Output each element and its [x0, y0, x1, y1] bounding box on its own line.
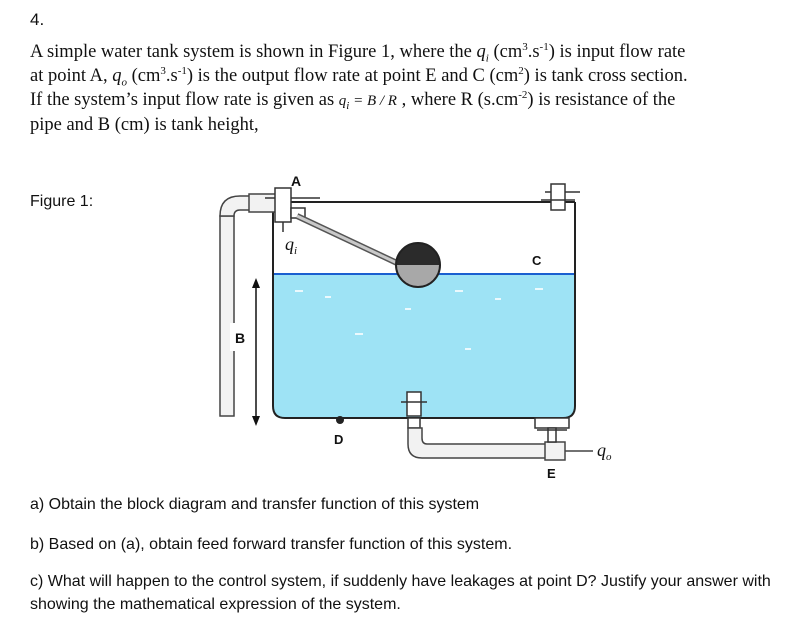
float-ball	[396, 243, 440, 287]
label-c: C	[532, 253, 542, 268]
problem-text-2: at point A,	[30, 66, 113, 86]
outlet-pipe	[408, 428, 593, 460]
qi-symbol: $q_i$	[476, 42, 489, 65]
question-b: b) Based on (a), obtain feed forward transfer function of this system.	[30, 536, 513, 553]
water-tank-diagram	[205, 168, 615, 488]
question-number: 4.	[30, 10, 45, 29]
label-e: E	[547, 466, 556, 481]
question-c: c) What will happen to the control system, if suddenly have leakages at point D? Justify your answer with showing the mathematical expression of the system.	[30, 573, 771, 613]
problem-statement: A simple water tank system is shown in Figure 1, where the $q_i$ $(cm^3.s^{-1})$ is input flow rate at point A, $q_o$ $(cm^3.s^{-1})$ is the output flow rate at point E and C $(cm^2)$ is tank cross section. If the system’s input flow rate is given as $q_i = B / R$ , where R $(s.cm^{-2})$ is resistance of the pipe and B (cm) is tank height,	[30, 40, 688, 135]
label-b: B	[235, 330, 246, 346]
problem-text-1: A simple water tank system is shown in Figure 1, where the	[30, 42, 477, 62]
outlet-valve-e	[535, 418, 569, 442]
standpipe	[220, 194, 281, 416]
problem-text-7: pipe and B (cm) is tank height,	[30, 115, 259, 135]
label-qo: $q_o$	[597, 440, 612, 463]
label-a: A	[291, 173, 302, 189]
water	[273, 274, 575, 418]
figure-label: Figure 1:	[30, 193, 94, 210]
label-qi: $q_i$	[285, 234, 298, 257]
leak-point-d	[336, 416, 344, 424]
label-d: D	[334, 432, 344, 447]
question-a: a) Obtain the block diagram and transfer function of this system	[30, 496, 480, 513]
input-flow-formula: $q_i = B / R$	[338, 93, 397, 112]
qo-symbol: $q_o$	[112, 66, 127, 89]
problem-text-4: If the system’s input flow rate is given as	[30, 90, 339, 110]
